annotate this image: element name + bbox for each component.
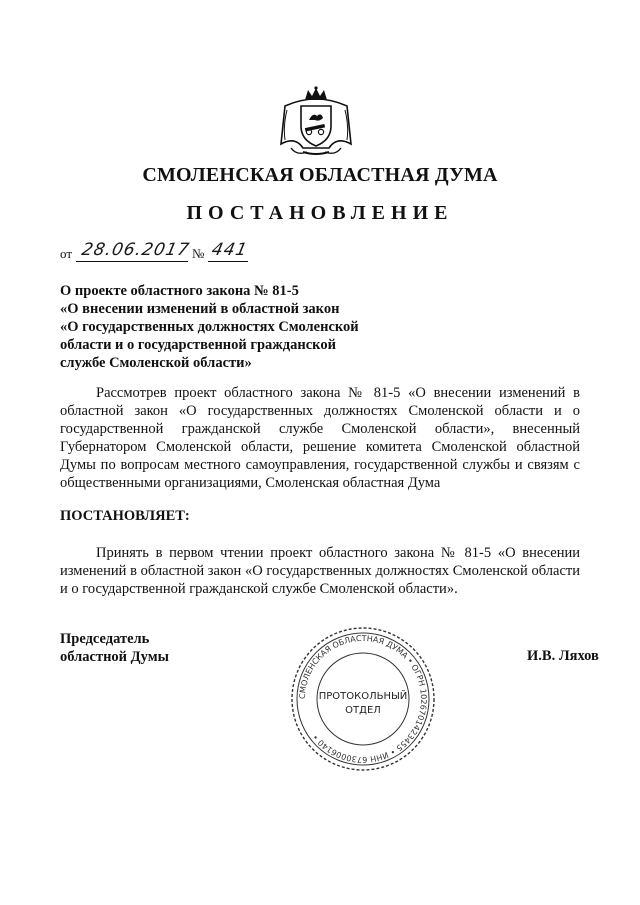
- document-type-title: ПОСТАНОВЛЕНИЕ: [186, 202, 454, 224]
- date-underline: [76, 261, 188, 262]
- date-number-line: [60, 236, 360, 266]
- handwritten-number: 441: [209, 240, 250, 260]
- signatory-position: [60, 630, 169, 666]
- organization-title: СМОЛЕНСКАЯ ОБЛАСТНАЯ ДУМА: [142, 164, 498, 186]
- handwritten-date: 28.06.2017: [79, 240, 192, 260]
- seal-inner-line: ПРОТОКОЛЬНЫЙ: [318, 691, 408, 702]
- seal-ring-text: СМОЛЕНСКАЯ ОБЛАСТНАЯ ДУМА • ОГРН 1026701423455 • ИНН 6730006140 •: [297, 633, 429, 765]
- official-seal: [289, 625, 437, 773]
- position-line: областной Думы: [60, 649, 169, 665]
- number-prefix: №: [192, 246, 205, 261]
- decision-paragraph: Принять в первом чтении проект областного закона № 81-5 «О внесении изменений в областной закон «О государственных должностях Смоленской области и о государственной гражданской службе Смоленской области».: [60, 545, 580, 597]
- coat-of-arms-icon: [277, 86, 355, 158]
- subject-line: области и о государственной гражданской: [60, 337, 336, 353]
- position-line: Председатель: [60, 631, 150, 647]
- number-underline: [208, 261, 248, 262]
- subject-line: службе Смоленской области»: [60, 355, 252, 371]
- subject-line: О проекте областного закона № 81-5: [60, 283, 299, 299]
- decree-heading: ПОСТАНОВЛЯЕТ:: [60, 508, 190, 524]
- date-prefix: от: [60, 246, 73, 261]
- signatory-name: И.В. Ляхов: [527, 648, 599, 664]
- subject-line: «О внесении изменений в областной закон: [60, 301, 340, 317]
- preamble-paragraph: Рассмотрев проект областного закона № 81-5 «О внесении изменений в областной закон «О государственных должностях Смоленской области и о государственной гражданской службе Смоленской области», внесенный Губернатором Смоленской области, решение комитета Смоленской областной Думы по вопросам местного самоуправления, государственной службы и связям с общественными организациями, Смоленская областная Дума: [60, 385, 580, 491]
- document-subject: [60, 282, 400, 372]
- subject-line: «О государственных должностях Смоленской: [60, 319, 359, 335]
- seal-inner-line: ОТДЕЛ: [345, 705, 381, 716]
